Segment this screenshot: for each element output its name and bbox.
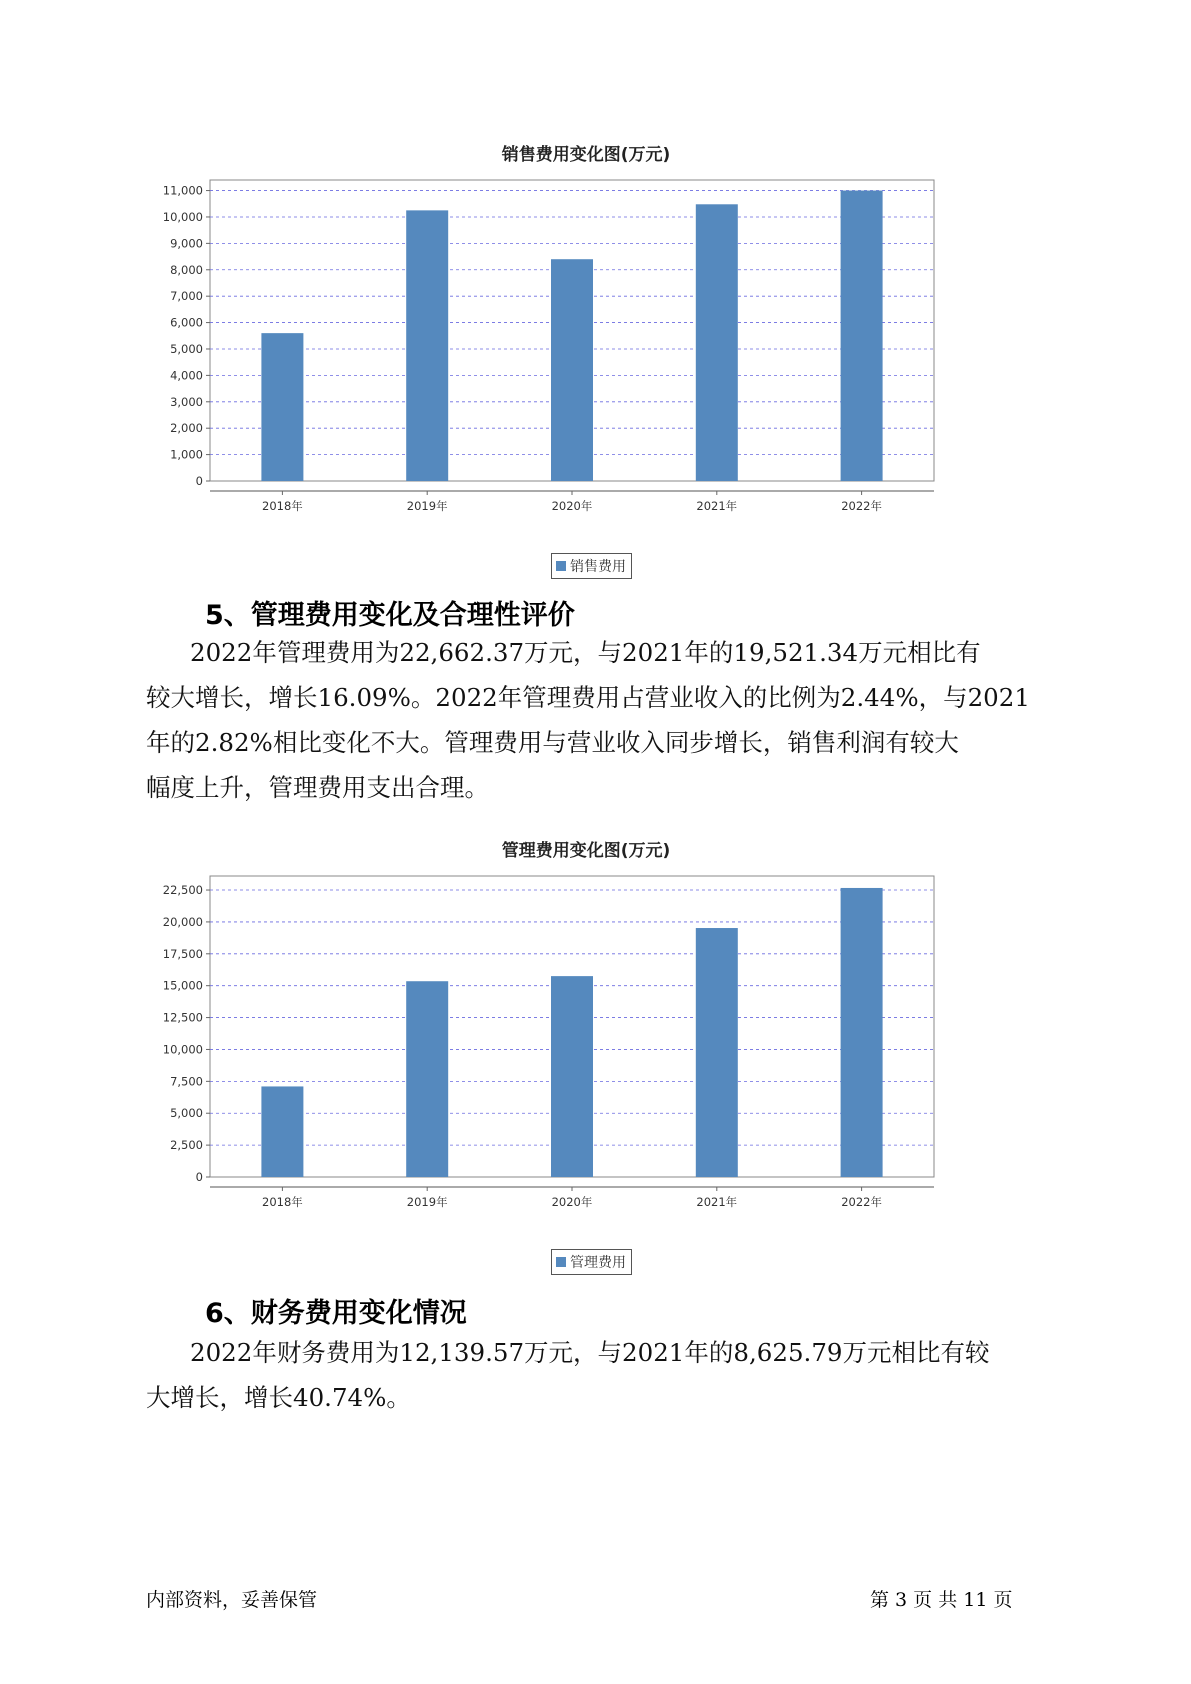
y-tick-label: 2,500 bbox=[170, 1138, 203, 1153]
section-5-paragraph bbox=[146, 630, 1046, 810]
chart-title: 管理费用变化图(万元) bbox=[501, 841, 671, 861]
y-tick-label: 4,000 bbox=[170, 368, 203, 383]
x-tick-label: 2019年 bbox=[406, 499, 448, 513]
admin-expense-plot bbox=[146, 866, 1026, 1246]
y-tick-label: 8,000 bbox=[170, 262, 203, 277]
bar bbox=[841, 888, 883, 1177]
admin-expense-chart bbox=[146, 836, 1026, 1276]
bar bbox=[406, 981, 448, 1177]
y-tick-label: 15,000 bbox=[162, 978, 203, 993]
y-tick-label: 7,000 bbox=[170, 289, 203, 304]
chart-legend bbox=[551, 1249, 632, 1275]
paragraph-line: 较大增长，增长16.09%。2022年管理费用占营业收入的比例为2.44%，与2021 bbox=[146, 683, 1030, 712]
paragraph-line: 大增长，增长40.74%。 bbox=[146, 1383, 411, 1412]
bar bbox=[551, 976, 593, 1177]
x-tick-label: 2020年 bbox=[551, 1195, 593, 1209]
sales-expense-plot bbox=[146, 170, 1026, 550]
bar bbox=[261, 1086, 303, 1177]
chart-title: 销售费用变化图(万元) bbox=[501, 145, 671, 165]
y-tick-label: 12,500 bbox=[162, 1010, 203, 1025]
legend-swatch bbox=[556, 1257, 566, 1267]
y-tick-label: 2,000 bbox=[170, 421, 203, 436]
x-tick-label: 2018年 bbox=[262, 1195, 303, 1209]
footer-confidential-note: 内部资料，妥善保管 bbox=[146, 1589, 318, 1611]
section-6-paragraph bbox=[146, 1330, 1046, 1420]
legend-swatch bbox=[556, 561, 566, 571]
y-tick-label: 5,000 bbox=[170, 1106, 203, 1121]
y-tick-label: 22,500 bbox=[162, 883, 203, 898]
bar bbox=[841, 191, 883, 481]
bar bbox=[406, 210, 448, 481]
x-tick-label: 2021年 bbox=[696, 1195, 738, 1209]
y-tick-label: 17,500 bbox=[162, 946, 203, 961]
x-tick-label: 2022年 bbox=[841, 499, 882, 513]
section-heading-5: 5、管理费用变化及合理性评价 bbox=[205, 600, 575, 631]
bar bbox=[261, 333, 303, 481]
sales-expense-chart bbox=[146, 140, 1026, 580]
legend-label: 管理费用 bbox=[570, 1255, 626, 1271]
legend-label: 销售费用 bbox=[570, 559, 626, 575]
y-tick-label: 7,500 bbox=[170, 1074, 203, 1089]
y-tick-label: 9,000 bbox=[170, 236, 203, 251]
paragraph-line: 2022年财务费用为12,139.57万元，与2021年的8,625.79万元相比有较 bbox=[190, 1338, 990, 1367]
y-tick-label: 10,000 bbox=[162, 1042, 203, 1057]
y-tick-label: 1,000 bbox=[170, 447, 203, 462]
y-tick-label: 10,000 bbox=[162, 209, 203, 224]
paragraph-line: 2022年管理费用为22,662.37万元，与2021年的19,521.34万元相比有 bbox=[190, 638, 981, 667]
section-heading-6: 6、财务费用变化情况 bbox=[205, 1298, 467, 1329]
chart-legend bbox=[551, 553, 632, 579]
x-tick-label: 2019年 bbox=[406, 1195, 448, 1209]
y-tick-label: 0 bbox=[195, 474, 203, 488]
x-tick-label: 2022年 bbox=[841, 1195, 882, 1209]
footer-page-number: 第 3 页 共 11 页 bbox=[870, 1589, 1013, 1611]
y-tick-label: 0 bbox=[195, 1170, 203, 1184]
y-tick-label: 3,000 bbox=[170, 394, 203, 409]
x-tick-label: 2018年 bbox=[262, 499, 303, 513]
paragraph-line: 幅度上升，管理费用支出合理。 bbox=[146, 773, 489, 802]
y-tick-label: 11,000 bbox=[162, 183, 203, 198]
paragraph-line: 年的2.82%相比变化不大。管理费用与营业收入同步增长，销售利润有较大 bbox=[146, 728, 959, 757]
bar bbox=[696, 204, 738, 481]
bar bbox=[696, 928, 738, 1177]
x-tick-label: 2020年 bbox=[551, 499, 593, 513]
y-tick-label: 20,000 bbox=[162, 914, 203, 929]
y-tick-label: 6,000 bbox=[170, 315, 203, 330]
y-tick-label: 5,000 bbox=[170, 341, 203, 356]
x-tick-label: 2021年 bbox=[696, 499, 738, 513]
bar bbox=[551, 259, 593, 481]
